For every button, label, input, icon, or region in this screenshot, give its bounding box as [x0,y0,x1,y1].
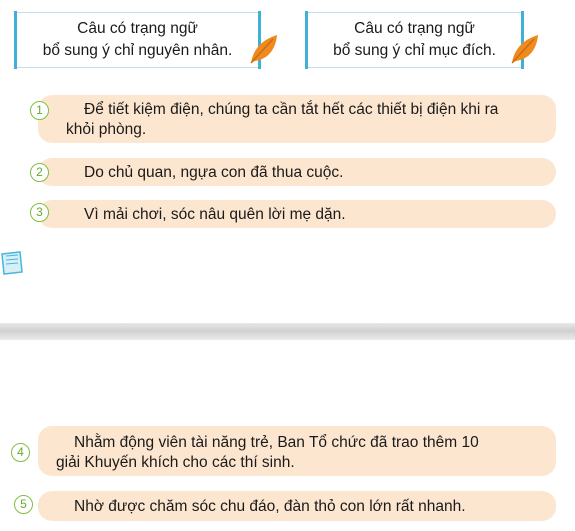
sentence-1-line1: Để tiết kiệm điện, chúng ta cần tắt hết các thiết bị điện khi ra [84,101,499,118]
sentence-1-line2: khỏi phòng. [66,121,147,138]
card-purpose-line2: bổ sung ý chỉ mục đích. [333,42,496,59]
sentence-2[interactable] [38,158,556,186]
leaf-icon [508,32,542,66]
book-icon [0,250,24,276]
sentence-5-number: 5 [14,495,33,514]
card-cause-line2: bổ sung ý chỉ nguyên nhân. [42,42,233,59]
sentence-4-number: 4 [11,443,30,462]
sentence-2-number: 2 [30,163,49,182]
leaf-icon [247,32,281,66]
sentence-3[interactable] [38,200,556,228]
category-card-cause[interactable] [15,12,260,68]
sentence-1[interactable] [38,95,556,143]
category-card-purpose[interactable] [306,12,523,68]
sentence-1-number: 1 [30,101,49,120]
page-divider [0,323,575,340]
sentence-3-text: Vì mải chơi, sóc nâu quên lời mẹ dặn. [84,206,346,223]
sentence-4-line2: giải Khuyến khích cho các thí sinh. [56,454,295,471]
sentence-4[interactable] [38,426,556,476]
sentence-5[interactable] [38,491,556,521]
card-cause-line1: Câu có trạng ngữ [77,20,198,37]
sentence-5-text: Nhờ được chăm sóc chu đáo, đàn thỏ con lớn rất nhanh. [74,498,466,515]
card-purpose-line1: Câu có trạng ngữ [354,20,475,37]
sentence-3-number: 3 [30,203,49,222]
sentence-4-line1: Nhằm động viên tài năng trẻ, Ban Tổ chức đã trao thêm 10 [74,434,479,451]
sentence-2-text: Do chủ quan, ngựa con đã thua cuộc. [84,164,344,181]
